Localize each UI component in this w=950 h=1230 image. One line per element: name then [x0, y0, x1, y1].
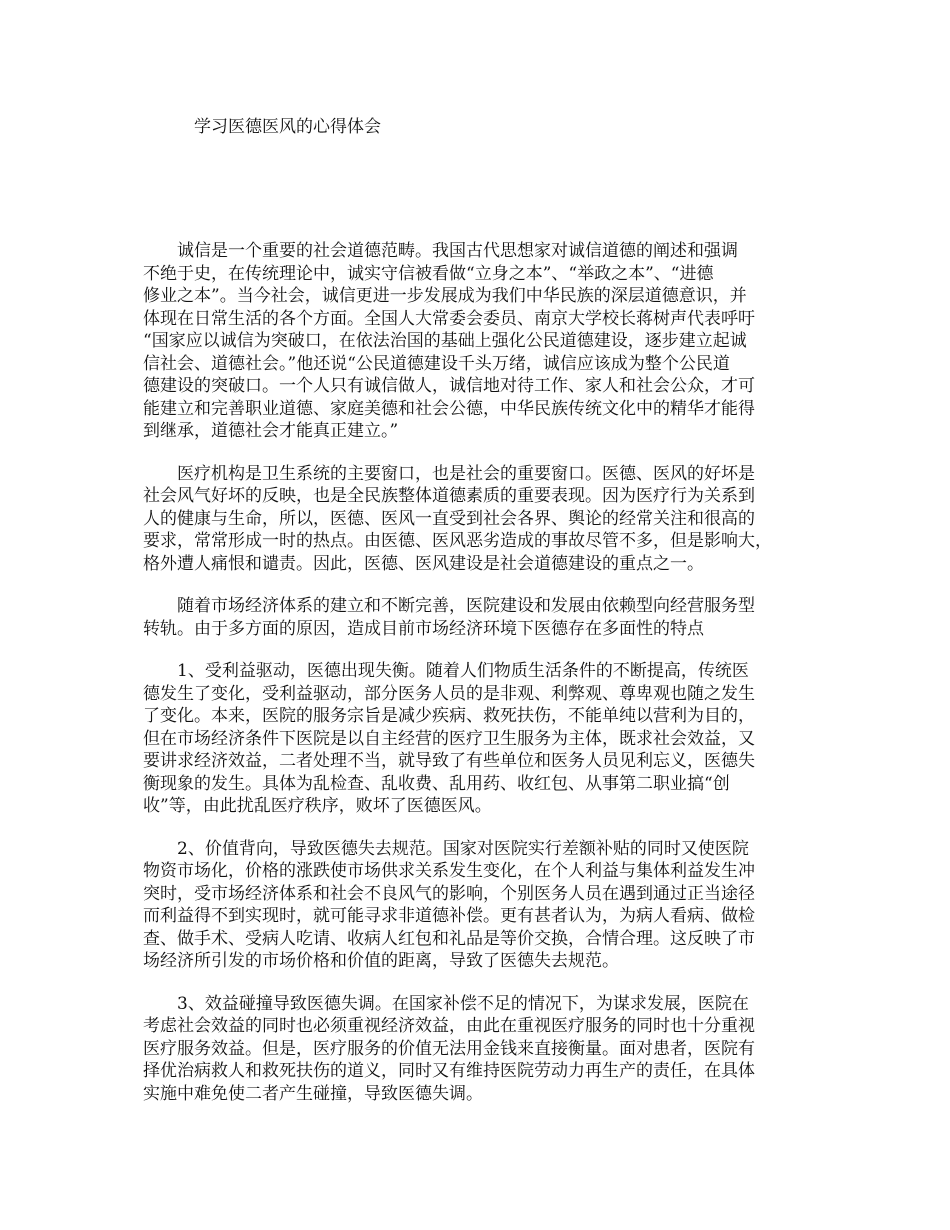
paragraph-line: 体现在日常生活的各个方面。全国人大常委会委员、南京大学校长蒋树声代表呼吁	[143, 308, 755, 329]
paragraph-integrity	[143, 240, 813, 443]
paragraph-point-2	[143, 838, 813, 973]
paragraph-line: 不绝于史，在传统理论中，诚实守信被看做“立身之本”、“举政之本”、“进德	[143, 263, 714, 284]
document-body	[143, 240, 813, 1125]
paragraph-medical-institutions	[143, 463, 813, 576]
paragraph-line: 修业之本”。当今社会，诚信更进一步发展成为我们中华民族的深层道德意识，并	[143, 286, 747, 306]
paragraph-line: 突时，受市场经济体系和社会不良风气的影响，个别医务人员在遇到通过正当途径	[143, 883, 755, 904]
paragraph-line: 医疗机构是卫生系统的主要窗口，也是社会的重要窗口。医德、医风的好坏是	[177, 463, 755, 484]
paragraph-line: 到继承，道德社会才能真正建立。”	[143, 421, 399, 441]
paragraph-line: 德发生了变化，受利益驱动，部分医务人员的是非观、利弊观、尊卑观也随之发生	[143, 683, 755, 704]
paragraph-line: 择优治病救人和救死扶伤的道义，同时又有维持医院劳动力再生产的责任，在具体	[143, 1061, 755, 1081]
paragraph-line: 1、受利益驱动，医德出现失衡。随着人们物质生活条件的不断提高，传统医	[177, 661, 749, 681]
paragraph-line: 实施中难免使二者产生碰撞，导致医德失调。	[143, 1083, 483, 1104]
paragraph-line: 转轨。由于多方面的原因，造成目前市场经济环境下医德存在多面性的特点	[143, 618, 704, 639]
paragraph-line: 2、价值背向，导致医德失去规范。国家对医院实行差额补贴的同时又使医院	[177, 838, 749, 859]
document-title: 学习医德医风的心得体会	[194, 117, 381, 137]
paragraph-line: 信社会、道德社会。”他还说“公民道德建设千头万绪，诚信应该成为整个公民道	[143, 353, 730, 374]
paragraph-line: 考虑社会效益的同时也必须重视经济效益，由此在重视医疗服务的同时也十分重视	[143, 1016, 755, 1036]
paragraph-line: 要求，常常形成一时的热点。由医德、医风恶劣造成的事故尽管不多，但是影响大，	[143, 531, 772, 551]
paragraph-market-economy	[143, 595, 813, 640]
paragraph-point-1	[143, 660, 813, 818]
paragraph-line: 要讲求经济效益，二者处理不当，就导致了有些单位和医务人员见利忘义，医德失	[143, 751, 755, 771]
paragraph-line: 能建立和完善职业道德、家庭美德和社会公德，中华民族传统文化中的精华才能得	[143, 398, 755, 419]
paragraph-line: 而利益得不到实现时，就可能寻求非道德补偿。更有甚者认为，为病人看病、做检	[143, 906, 755, 926]
paragraph-line: 医疗服务效益。但是，医疗服务的价值无法用金钱来直接衡量。面对患者，医院有	[143, 1038, 755, 1059]
paragraph-line: 德建设的突破口。一个人只有诚信做人，诚信地对待工作、家人和社会公众，才可	[143, 376, 755, 396]
paragraph-line: 物资市场化，价格的涨跌使市场供求关系发生变化，在个人利益与集体利益发生冲	[143, 861, 755, 881]
paragraph-line: 但在市场经济条件下医院是以自主经营的医疗卫生服务为主体，既求社会效益，又	[143, 728, 755, 749]
paragraph-line: 查、做手术、受病人吃请、收病人红包和礼品是等价交换，合情合理。这反映了市	[143, 928, 755, 949]
paragraph-line: 人的健康与生命，所以，医德、医风一直受到社会各界、舆论的经常关注和很高的	[143, 508, 755, 529]
paragraph-point-3	[143, 993, 813, 1106]
paragraph-line: 衡现象的发生。具体为乱检查、乱收费、乱用药、收红包、从事第二职业搞“创	[143, 773, 730, 794]
paragraph-line: 了变化。本来，医院的服务宗旨是减少疾病、救死扶伤，不能单纯以营利为目的，	[143, 706, 755, 726]
paragraph-line: 3、效益碰撞导致医德失调。在国家补偿不足的情况下，为谋求发展，医院在	[177, 993, 749, 1014]
paragraph-line: “国家应以诚信为突破口，在依法治国的基础上强化公民道德建设，逐步建立起诚	[143, 331, 747, 351]
paragraph-line: 场经济所引发的市场价格和价值的距离，导致了医德失去规范。	[143, 951, 619, 971]
paragraph-line: 诚信是一个重要的社会道德范畴。我国古代思想家对诚信道德的阐述和强调	[177, 241, 738, 261]
paragraph-line: 收”等，由此扰乱医疗秩序，败坏了医德医风。	[143, 796, 492, 816]
paragraph-line: 格外遭人痛恨和谴责。因此，医德、医风建设是社会道德建设的重点之一。	[143, 553, 704, 574]
paragraph-line: 社会风气好坏的反映，也是全民族整体道德素质的重要表现。因为医疗行为关系到	[143, 486, 755, 506]
paragraph-line: 随着市场经济体系的建立和不断完善，医院建设和发展由依赖型向经营服务型	[177, 596, 755, 616]
